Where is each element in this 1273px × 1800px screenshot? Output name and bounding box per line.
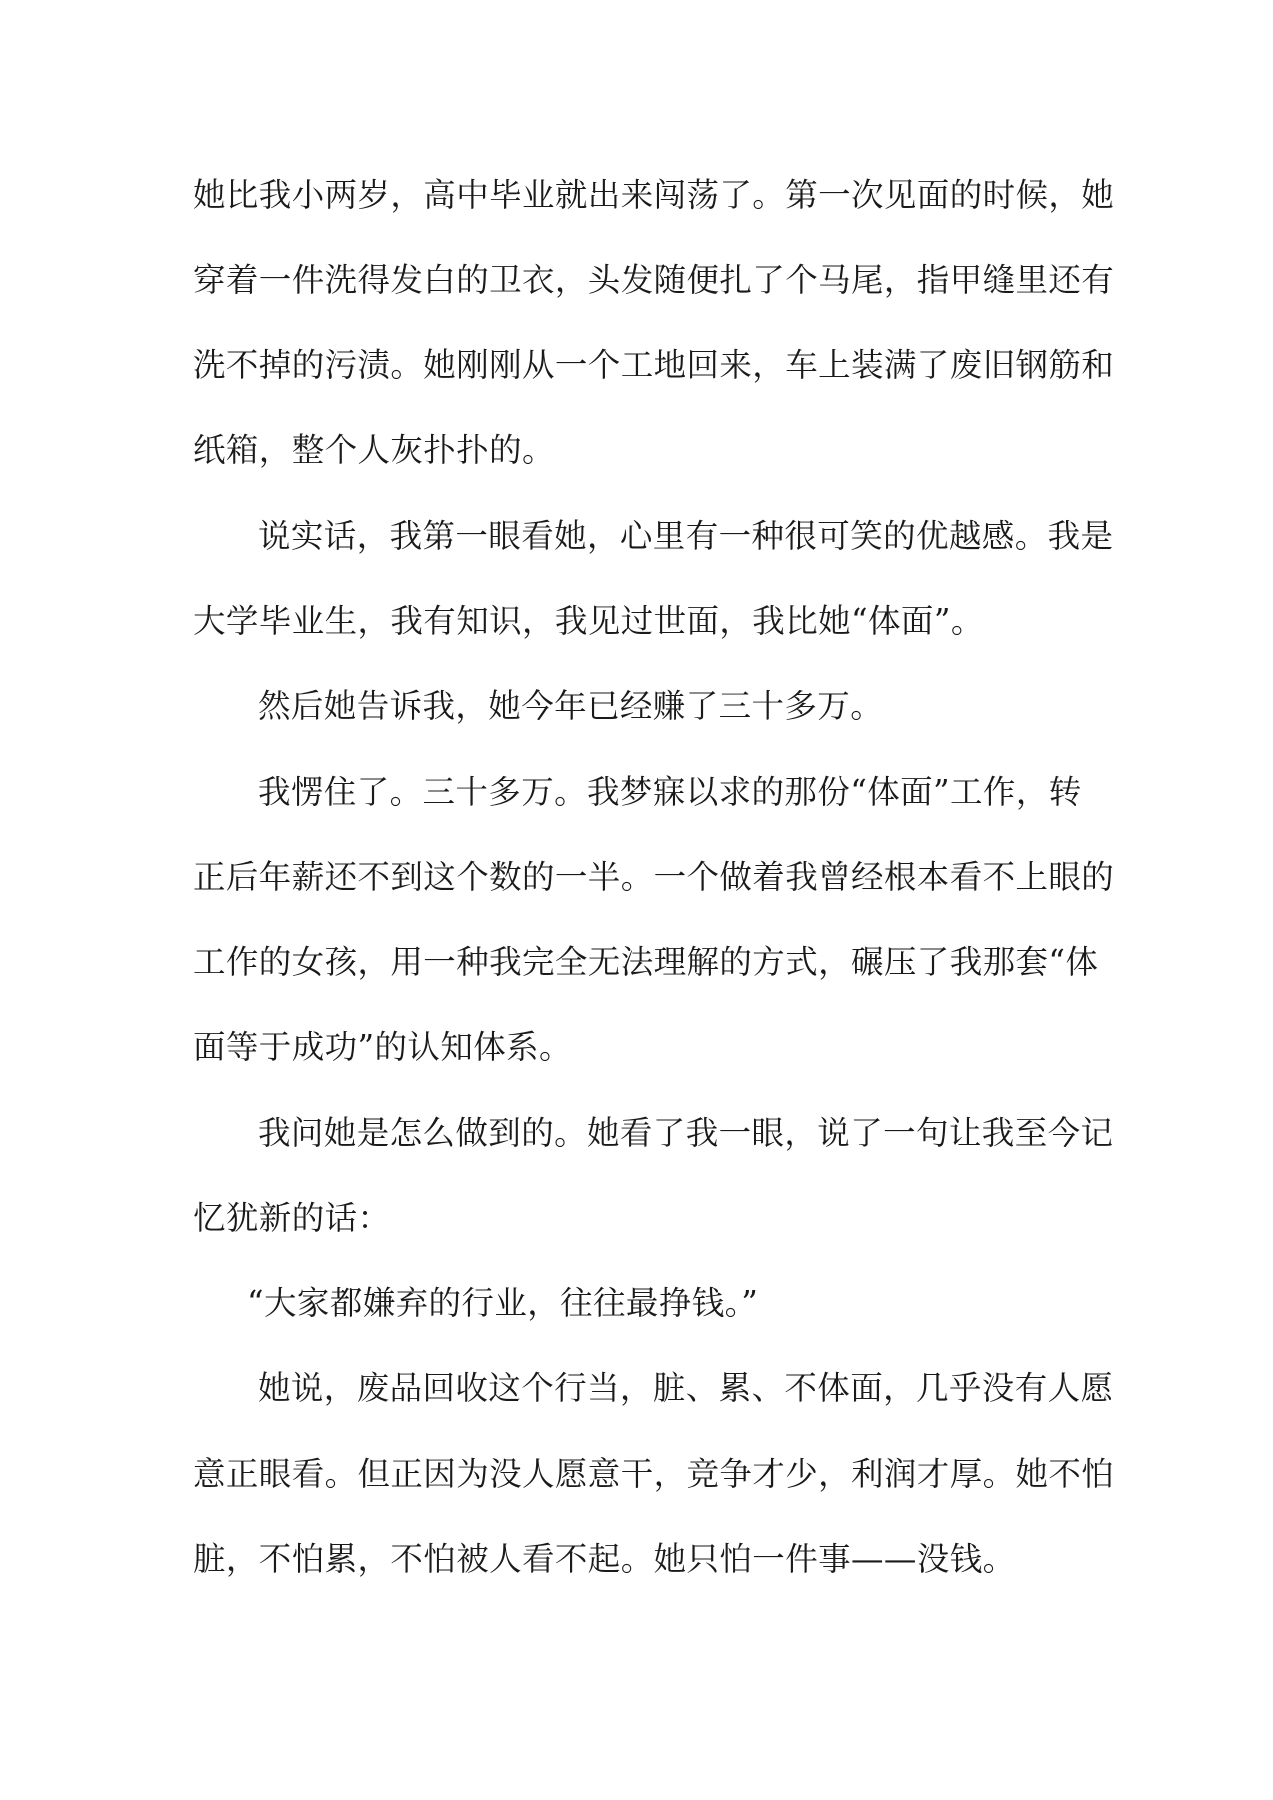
paragraph-line: 她比我小两岁，高中毕业就出来闯荡了。第一次见面的时候，她	[193, 176, 1115, 214]
paragraph-line: 纸箱，整个人灰扑扑的。	[193, 431, 555, 469]
paragraph-line: 她说，废品回收这个行当，脏、累、不体面，几乎没有人愿	[258, 1369, 1114, 1407]
paragraph-line: 然后她告诉我，她今年已经赚了三十多万。	[258, 687, 884, 725]
paragraph-line: 我问她是怎么做到的。她看了我一眼，说了一句让我至今记	[258, 1114, 1114, 1152]
paragraph-line: 忆犹新的话：	[193, 1199, 391, 1237]
paragraph-line: 正后年薪还不到这个数的一半。一个做着我曾经根本看不上眼的	[193, 858, 1115, 896]
paragraph-line: 脏，不怕累，不怕被人看不起。她只怕一件事——没钱。	[193, 1540, 1016, 1578]
paragraph-line: 面等于成功”的认知体系。	[193, 1028, 572, 1066]
paragraph-line: 工作的女孩，用一种我完全无法理解的方式，碾压了我那套“体	[193, 943, 1099, 981]
quote-line: “大家都嫌弃的行业，往往最挣钱。”	[247, 1284, 759, 1322]
paragraph-line: 意正眼看。但正因为没人愿意干，竞争才少，利润才厚。她不怕	[193, 1455, 1115, 1493]
paragraph-line: 我愣住了。三十多万。我梦寐以求的那份“体面”工作，转	[258, 773, 1082, 811]
paragraph-line: 说实话，我第一眼看她，心里有一种很可笑的优越感。我是	[258, 517, 1114, 555]
paragraph-line: 洗不掉的污渍。她刚刚从一个工地回来，车上装满了废旧钢筋和	[193, 346, 1115, 384]
paragraph-line: 大学毕业生，我有知识，我见过世面，我比她“体面”。	[193, 602, 984, 640]
paragraph-line: 穿着一件洗得发白的卫衣，头发随便扎了个马尾，指甲缝里还有	[193, 261, 1115, 299]
